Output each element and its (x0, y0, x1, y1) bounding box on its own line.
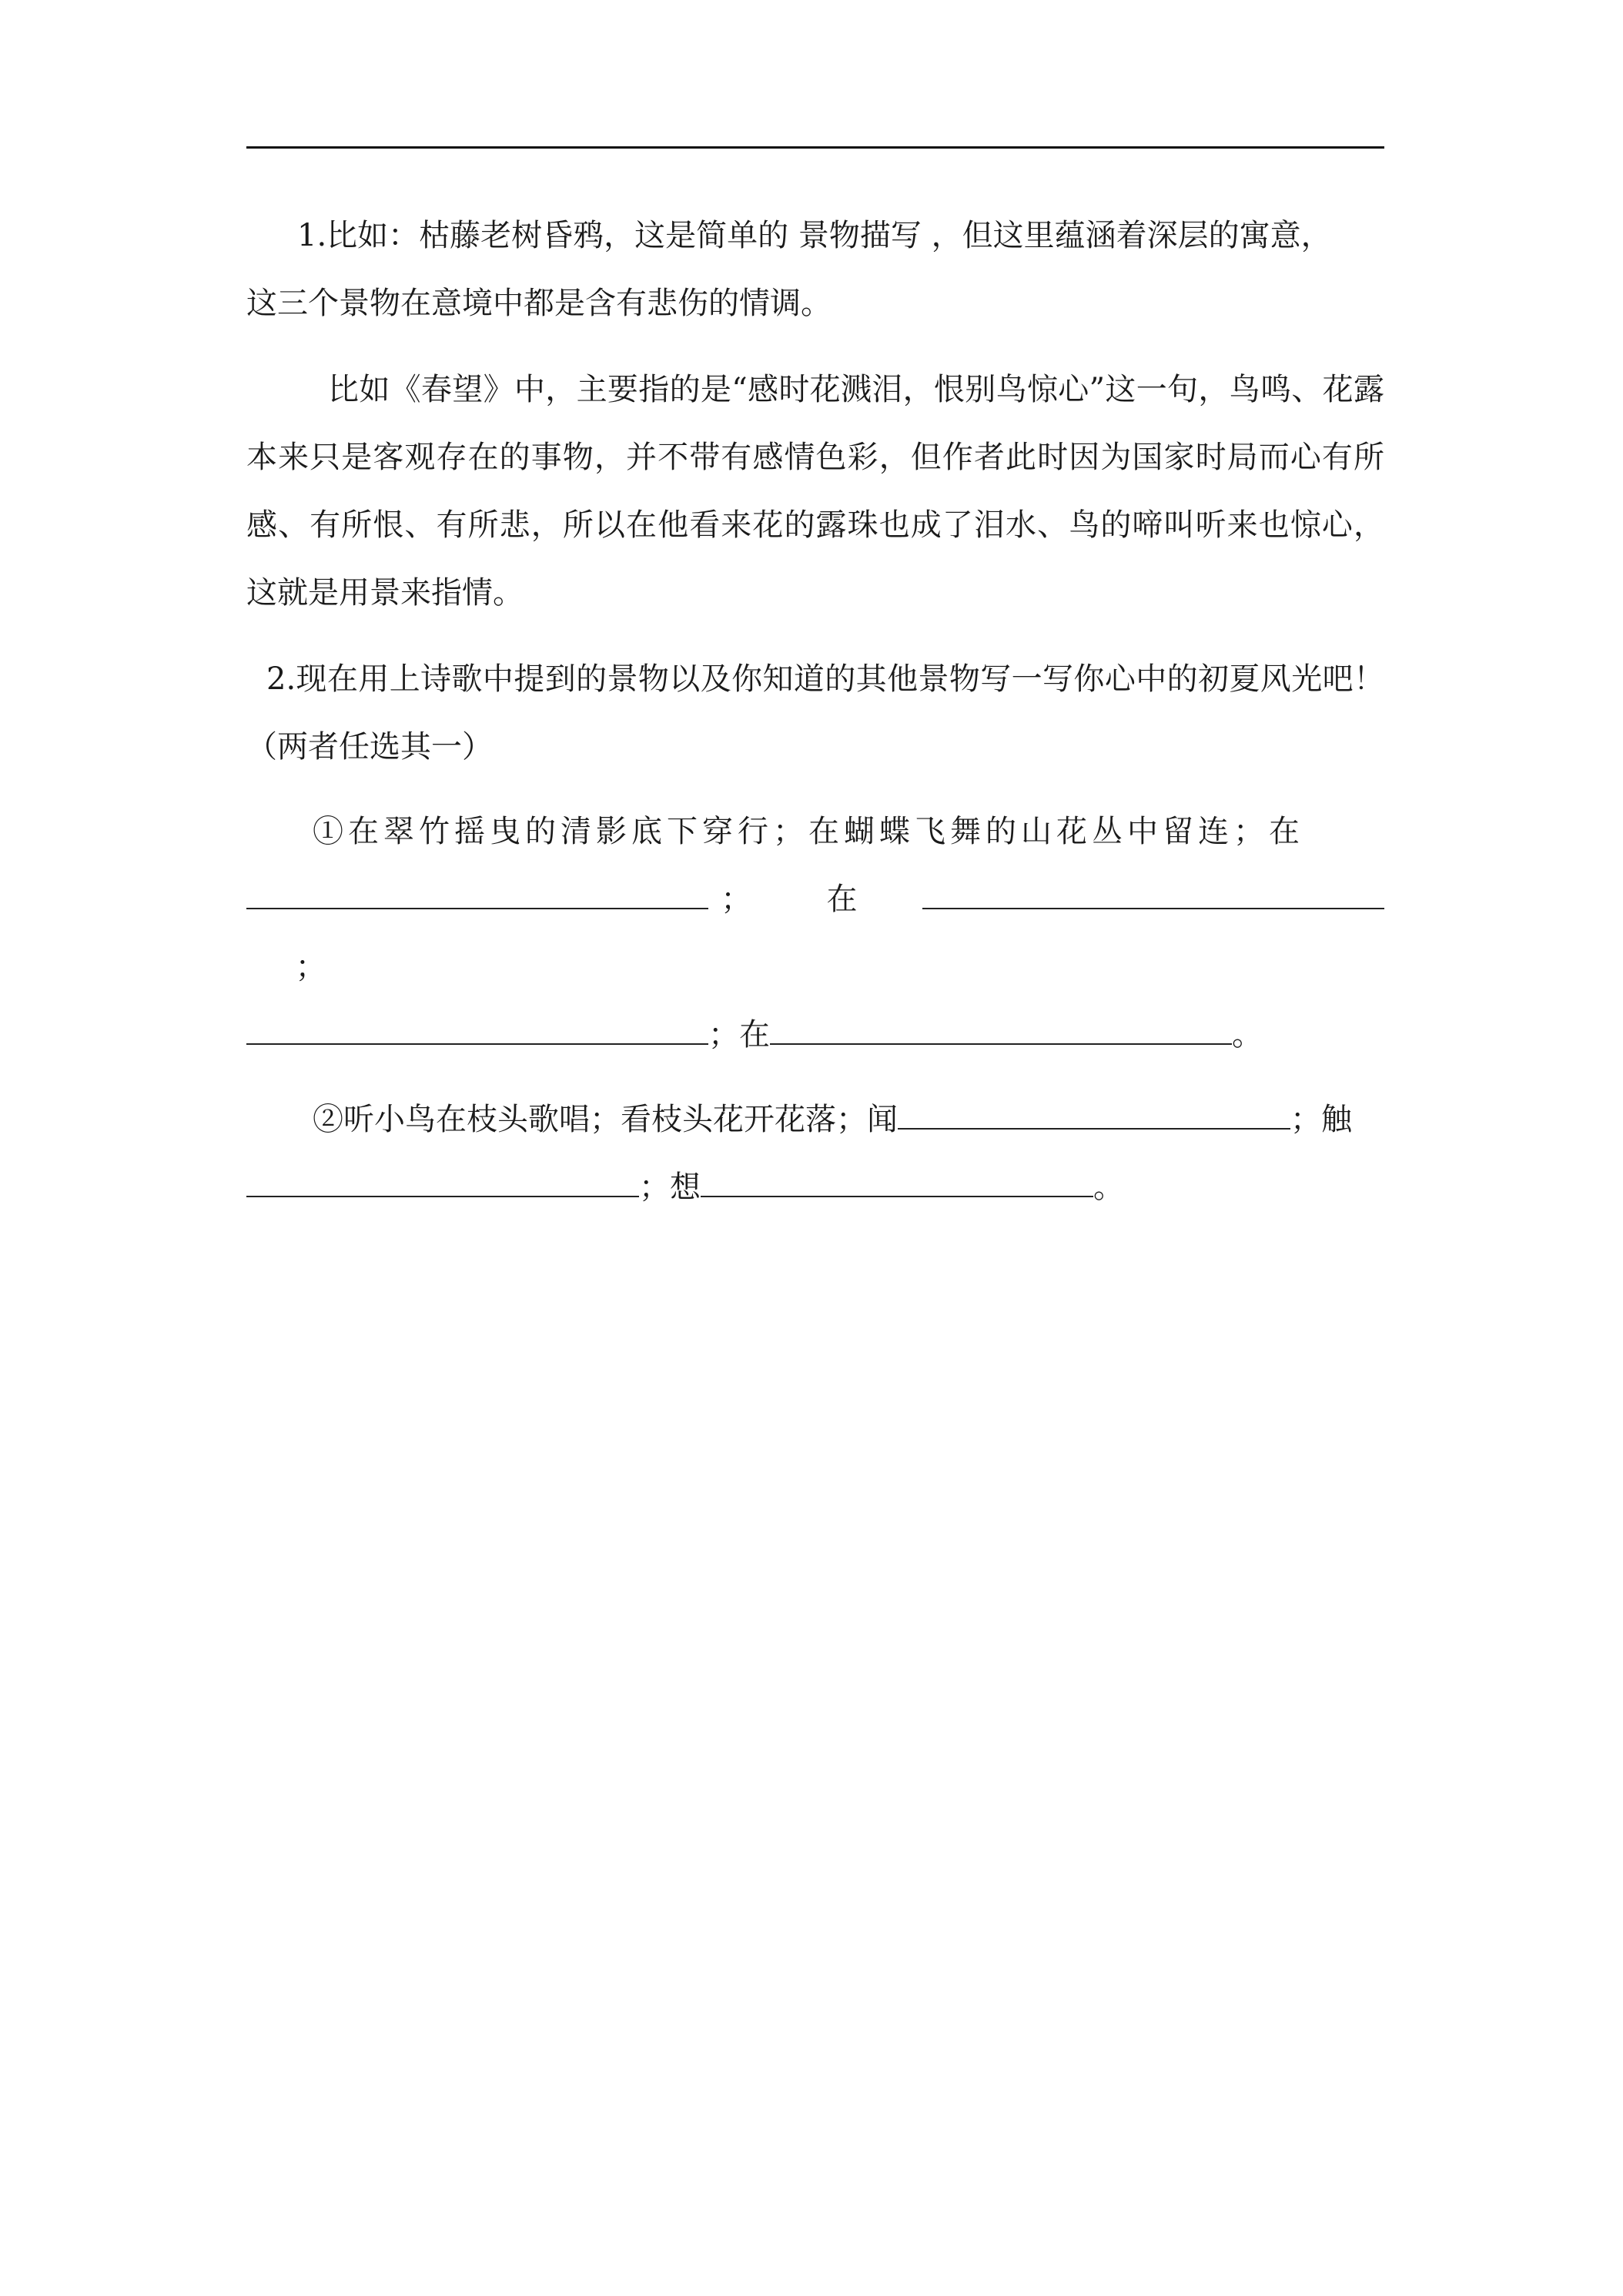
option-2-separator-1: ；触 (1290, 1102, 1352, 1137)
option-2-blank-3[interactable] (701, 1173, 1093, 1197)
question-1-line-a: 1.比如：枯藤老树昏鸦，这是简单的 景物描写 ，但这里蕴涵着深层的寓意， (297, 218, 1332, 253)
option-1-word-2: 在 (826, 882, 860, 917)
question-1 (246, 202, 1384, 337)
option-1-blank-2[interactable] (922, 885, 1384, 909)
option-1-blank-3[interactable] (246, 1020, 708, 1045)
option-2-lead: ②听小鸟在枝头歌唱；看枝头花开花落；闻 (313, 1102, 898, 1137)
question-1-line-b: 这三个景物在意境中都是含有悲伤的情调。 (246, 286, 832, 321)
option-1-lead: ①在翠竹摇曳的清影底下穿行；在蝴蝶飞舞的山花丛中留连；在 (313, 814, 1304, 849)
question-1-example: 比如《春望》中，主要指的是“感时花溅泪，恨别鸟惊心”这一句，鸟鸣、花露本来只是客观存在的事物，并不带有感情色彩，但作者此时因为国家时局而心有所感、有所恨、有所悲，所以在他看来花的露珠也成了泪水、鸟的啼叫听来也惊心，这就是用景来指情。 (246, 372, 1384, 611)
option-1-separator-3: ；在 (708, 1017, 770, 1053)
option-1-blank-1[interactable] (246, 885, 708, 909)
option-1-separator-1: ； (721, 882, 752, 917)
option-1-blank-4[interactable] (770, 1020, 1232, 1045)
option-2 (246, 1086, 1384, 1221)
option-1-separator-2: ； (295, 949, 326, 985)
option-1 (246, 798, 1384, 1069)
header-rule (246, 146, 1384, 149)
option-2-blank-2[interactable] (246, 1173, 639, 1197)
option-2-end: 。 (1093, 1170, 1124, 1205)
question-2-prompt: 2.现在用上诗歌中提到的景物以及你知道的其他景物写一写你心中的初夏风光吧！（两者任选其一） (246, 661, 1384, 765)
option-2-blank-1[interactable] (898, 1105, 1290, 1130)
document-body (246, 202, 1384, 1221)
option-2-separator-2: ；想 (639, 1170, 701, 1205)
option-1-end: 。 (1232, 1017, 1263, 1053)
